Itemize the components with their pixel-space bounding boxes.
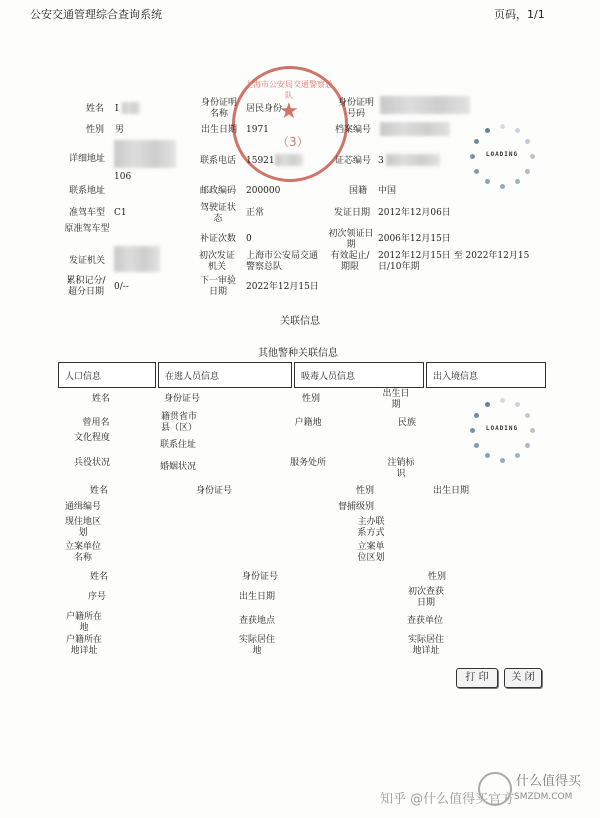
system-title: 公安交通管理综合查询系统: [30, 8, 162, 21]
drug-first-seized-label: 初次查获日期: [407, 587, 444, 608]
page-number: 页码，1/1: [494, 8, 545, 21]
redaction: [386, 154, 440, 166]
redaction: [122, 102, 140, 114]
pop-household-label: 户籍地: [294, 418, 322, 428]
fug-arrest-level-label: 督捕级别: [337, 502, 374, 512]
related-info-title: 关联信息: [280, 316, 320, 327]
zhihu-watermark: 知乎 @什么值得买官方: [380, 792, 515, 807]
spinner-dot: [500, 398, 505, 403]
nationality-value: 中国: [378, 186, 397, 196]
tab-fugitive[interactable]: 在逃人员信息: [158, 362, 292, 388]
first-license-date-value: 2006年12月15日: [378, 234, 451, 244]
phone-value: 15921: [246, 156, 275, 166]
cert-label: 证芯编号: [334, 156, 371, 166]
spinner-dot: [474, 413, 479, 418]
spinner-dot: [474, 139, 479, 144]
print-button[interactable]: 打 印: [456, 668, 498, 688]
pop-name-label: 姓名: [91, 394, 110, 404]
tab-entry-exit[interactable]: 出入境信息: [426, 362, 546, 388]
spinner-dot: [525, 443, 530, 448]
gender-label: 性别: [85, 125, 104, 135]
official-seal: 上海市公安局交通警察总队 ★ （3）: [232, 66, 348, 182]
drug-birth-label: 出生日期: [238, 592, 275, 602]
license-status-value: 正常: [246, 208, 265, 218]
drug-residence-detail-label: 实际居住地详址: [407, 635, 444, 656]
pop-marriage-label: 婚姻状况: [159, 462, 196, 472]
issue-date-label: 发证日期: [333, 208, 370, 218]
loading-spinner: LOADING: [466, 120, 538, 192]
drug-gender-label: 性别: [427, 572, 446, 582]
drug-serial-label: 序号: [87, 592, 106, 602]
spinner-dot: [500, 124, 505, 129]
pop-education-label: 文化程度: [74, 433, 111, 443]
address-label: 详细地址: [68, 154, 105, 164]
smzdm-logo-text: 什么值得买: [516, 774, 582, 789]
fug-location-label: 现住地区划: [64, 517, 101, 538]
drug-household-detail-label: 户籍所在地详址: [65, 635, 102, 656]
spinner-dot: [485, 128, 490, 133]
tab-population[interactable]: 人口信息: [58, 362, 156, 388]
points-label: 累积记分/超分日期: [66, 276, 106, 297]
star-icon: ★: [279, 99, 299, 124]
fug-gender-label: 性别: [355, 486, 374, 496]
reissue-count-label: 补证次数: [199, 234, 236, 244]
pop-military-label: 兵役状况: [74, 458, 111, 468]
pop-birth-label: 出生日期: [382, 389, 410, 410]
vehicle-class-value: C1: [114, 208, 127, 218]
spinner-dot: [470, 154, 475, 159]
first-authority-value: 上海市公安局交通警察总队: [246, 251, 319, 272]
redaction: [380, 96, 470, 114]
cert-value: 3: [378, 156, 384, 166]
spinner-dot: [515, 402, 520, 407]
drug-seized-unit-label: 查获单位: [406, 616, 443, 626]
spinner-dot: [525, 169, 530, 174]
fug-unit-area-label: 立案单位区划: [357, 542, 385, 563]
smzdm-url: SMZDM.COM: [514, 792, 573, 802]
validity-label: 有效起止/期限: [330, 251, 370, 272]
fug-wanted-no-label: 通缉编号: [64, 502, 101, 512]
pop-alias-label: 曾用名: [82, 418, 110, 428]
pop-gender-label: 性别: [301, 394, 320, 404]
pop-cancel-label: 注销标识: [387, 458, 415, 479]
spinner-dot: [525, 413, 530, 418]
spinner-dot: [470, 428, 475, 433]
close-button[interactable]: 关 闭: [504, 668, 542, 688]
validity-value: 2012年12月15日 至 2022年12月15日/10年期: [378, 251, 530, 272]
first-authority-label: 初次发证机关: [198, 251, 235, 272]
redaction: [380, 122, 450, 136]
name-label: 姓名: [85, 104, 104, 114]
pop-ethnic-label: 民族: [397, 418, 416, 428]
id-type-value: 居民身份: [246, 104, 283, 114]
birth-value: 1971: [246, 125, 269, 135]
drug-residence-label: 实际居住地: [238, 635, 275, 656]
spinner-dot: [530, 154, 535, 159]
fug-name-label: 姓名: [89, 486, 108, 496]
id-no-label: 身份证明号码: [338, 98, 375, 119]
spinner-dot: [485, 453, 490, 458]
birth-label: 出生日期: [200, 125, 237, 135]
drug-household-label: 户籍所在地: [65, 612, 102, 633]
spinner-dot: [515, 453, 520, 458]
issuing-authority-label: 发证机关: [68, 256, 105, 266]
file-no-label: 档案编号: [334, 125, 371, 135]
spinner-dot: [474, 443, 479, 448]
redaction: [114, 140, 176, 168]
spinner-dot: [500, 458, 505, 463]
spinner-dot: [530, 428, 535, 433]
next-check-value: 2022年12月15日: [246, 282, 319, 292]
spinner-dot: [525, 139, 530, 144]
pop-id-label: 身份证号: [163, 394, 200, 404]
fug-birth-label: 出生日期: [432, 486, 469, 496]
next-check-label: 下一审验日期: [199, 276, 236, 297]
other-police-title: 其他警种关联信息: [258, 348, 338, 359]
first-license-date-label: 初次领证日期: [328, 229, 374, 250]
points-value: 0/--: [114, 282, 129, 292]
pop-contact-label: 联系住址: [159, 440, 196, 450]
drug-seized-place-label: 查获地点: [238, 616, 275, 626]
contact-address-label: 联系地址: [68, 186, 105, 196]
id-type-label: 身份证明名称: [200, 98, 237, 119]
smzdm-logo-icon: [478, 772, 512, 806]
license-status-label: 驾驶证状态: [199, 203, 236, 224]
postcode-value: 200000: [246, 186, 281, 196]
drug-id-label: 身份证号: [241, 572, 278, 582]
spinner-dot: [485, 402, 490, 407]
issue-date-value: 2012年12月06日: [378, 208, 451, 218]
address-suffix: 106: [114, 172, 132, 182]
gender-value: 男: [115, 125, 125, 135]
fug-unit-name-label: 立案单位名称: [64, 542, 101, 563]
drug-name-label: 姓名: [89, 572, 108, 582]
spinner-dot: [474, 169, 479, 174]
seal-number: （3）: [277, 135, 309, 149]
phone-label: 联系电话: [199, 156, 236, 166]
nationality-label: 国籍: [348, 186, 367, 196]
spinner-dot: [500, 184, 505, 189]
name-value: I: [115, 104, 119, 114]
fug-id-label: 身份证号: [195, 486, 232, 496]
postcode-label: 邮政编码: [199, 186, 236, 196]
redaction: [275, 154, 303, 166]
tab-drug[interactable]: 吸毒人员信息: [294, 362, 424, 388]
vehicle-class-label: 准驾车型: [68, 208, 105, 218]
spinner-dot: [485, 179, 490, 184]
spinner-dot: [515, 128, 520, 133]
spinner-dot: [515, 179, 520, 184]
fug-contact-label: 主办联系方式: [357, 517, 385, 538]
pop-native-label: 籍贯省市县（区）: [160, 412, 197, 433]
original-class-label: 原准驾车型: [64, 224, 110, 234]
reissue-count-value: 0: [246, 234, 252, 244]
pop-workplace-label: 服务处所: [290, 458, 327, 468]
loading-spinner: LOADING: [466, 394, 538, 466]
redaction: [114, 246, 160, 272]
